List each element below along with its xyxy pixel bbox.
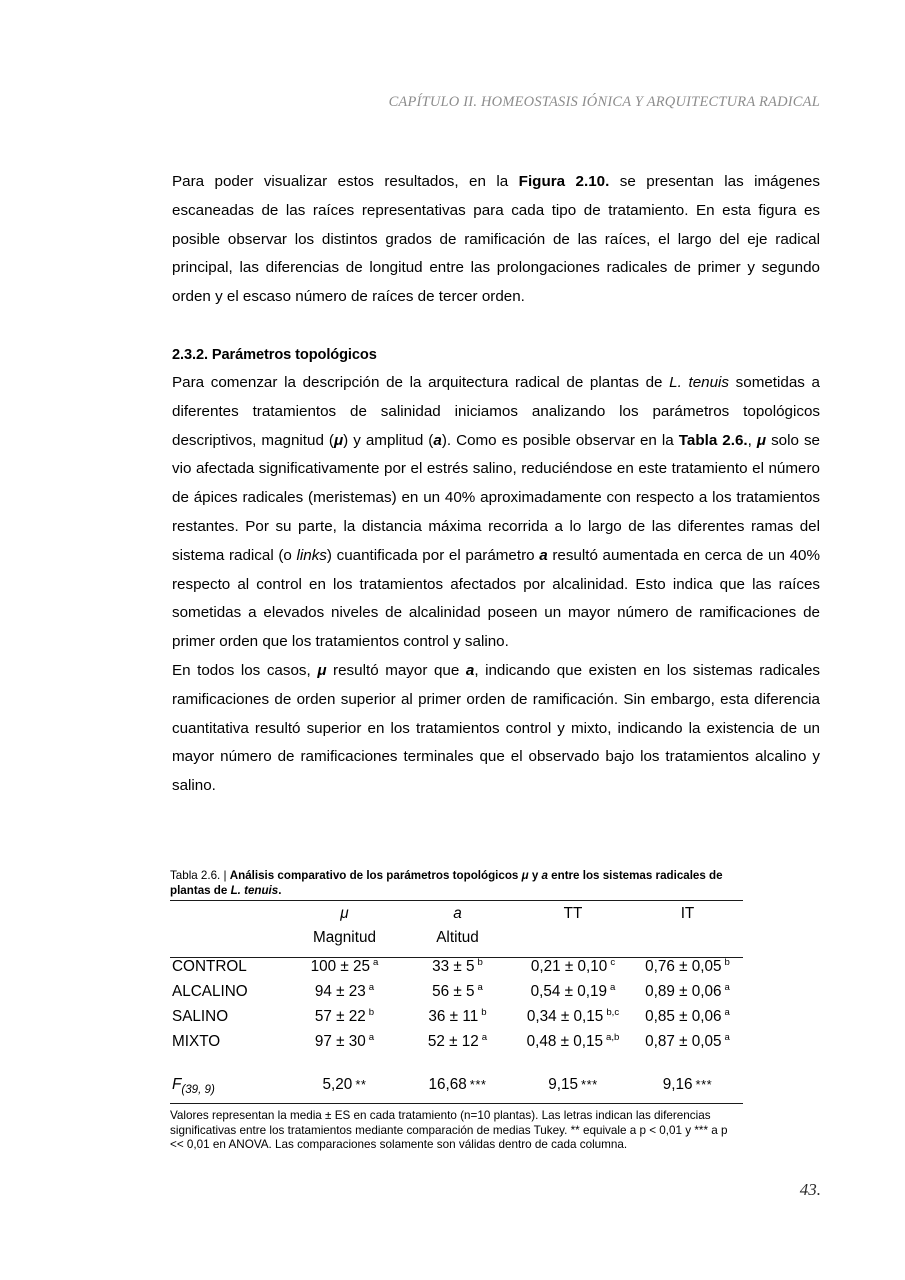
caption-text-b: y xyxy=(528,869,542,882)
p2-text-j: resultó aumentada en cerca de un 40% respecto al control en los tratamientos afectados por alcalinidad. Esto indica que las raíces sometidas a elevados niveles de alcalinidad poseen un mayor número de ramificaciones de primer orden que los tratamientos control y salino. xyxy=(172,546,820,651)
cell-salino-a xyxy=(401,1008,514,1033)
caption-text-c: entre los sistemas radicales de plantas de xyxy=(170,869,723,897)
header-empty xyxy=(170,901,288,930)
significance-letter: a xyxy=(368,982,375,994)
species-name: L. tenuis xyxy=(669,373,729,391)
fstat-stars: *** xyxy=(695,1077,713,1093)
header-symbol-a: a xyxy=(401,901,514,930)
p1-text-a: Para poder visualizar estos resultados, en la xyxy=(172,173,519,190)
cell-value: 97 ± 30 xyxy=(314,1033,366,1051)
caption-text-a: Análisis comparativo de los parámetros topológicos xyxy=(229,869,522,882)
table-block xyxy=(170,869,743,1153)
cell-value: 100 ± 25 xyxy=(310,958,371,976)
p2-text-c: sometidas a diferentes tratamientos de salinidad iniciamos analizando los parámetros topológicos descriptivos, magnitud ( xyxy=(172,373,820,449)
fstat-mu xyxy=(288,1071,401,1104)
table-footnote: Valores representan la media ± ES en cada tratamiento (n=10 plantas). Las letras indican las diferencias significativas entre los tratamientos mediante comparación de medias Tukey. ** equivale a p < 0,01 y *** a p << 0,01 en ANOVA. Las comparaciones solamente son válidas dentro de cada columna. xyxy=(170,1109,728,1152)
table-row-gap xyxy=(170,1058,743,1071)
p3-text-b: resultó mayor que xyxy=(326,661,466,679)
cell-control-mu xyxy=(288,958,401,984)
body-content xyxy=(172,168,820,801)
caption-species: L. tenuis xyxy=(230,883,279,897)
caption-mu: μ xyxy=(521,869,529,882)
cell-value: 52 ± 12 xyxy=(427,1033,479,1051)
row-label-salino: SALINO xyxy=(172,1008,229,1026)
fstat-value: 9,16 xyxy=(662,1076,693,1094)
caption-label: Tabla 2.6. | xyxy=(170,869,230,882)
row-label-control: CONTROL xyxy=(172,958,247,976)
cell-alcalino-mu xyxy=(288,983,401,1008)
fstat-stars: *** xyxy=(581,1077,598,1093)
paragraph-2 xyxy=(172,369,820,657)
mu-symbol-3: μ xyxy=(317,661,327,679)
cell-value: 0,76 ± 0,05 xyxy=(645,958,722,976)
running-head: CAPÍTULO II. HOMEOSTASIS IÓNICA Y ARQUITECTURA RADICAL xyxy=(388,94,820,110)
cell-salino-it xyxy=(632,1008,743,1033)
p1-text-c: se presentan las imágenes escaneadas de las raíces representativas para cada tipo de tratamiento. En esta figura es posible observar los distintos grados de ramificación de las raíces, el largo del eje radical principal, las diferencias de longitud entre las prolongaciones radicales de primer y segundo orden y el escaso número de raíces de tercer orden. xyxy=(172,173,820,306)
paragraph-1 xyxy=(172,168,820,312)
fstat-a xyxy=(401,1071,514,1104)
header-name-tt xyxy=(514,929,632,958)
table-header-names-row xyxy=(170,929,743,958)
row-label-alcalino: ALCALINO xyxy=(172,983,248,1001)
p2-text-a: Para comenzar la descripción de la arquitectura radical de plantas de xyxy=(172,373,670,391)
caption-text-d: . xyxy=(278,883,282,897)
significance-letter: c xyxy=(610,957,616,969)
page-number: 43. xyxy=(799,1180,821,1199)
table-row xyxy=(170,1033,743,1058)
fstat-label-sub: (39, 9) xyxy=(181,1083,215,1097)
row-label-mixto: MIXTO xyxy=(172,1033,221,1051)
fstat-stars: ** xyxy=(355,1077,367,1093)
p3-text-a: En todos los casos, xyxy=(172,661,318,679)
cell-control-a xyxy=(401,958,514,984)
significance-letter: b xyxy=(724,957,730,969)
fstat-stars: *** xyxy=(469,1077,487,1093)
significance-letter: a xyxy=(724,1032,730,1044)
cell-salino-tt xyxy=(514,1008,632,1033)
fstat-value: 5,20 xyxy=(322,1076,353,1094)
significance-letter: a,b xyxy=(606,1032,620,1044)
table-row xyxy=(170,983,743,1008)
p2-text-e: ). Como es posible observar en la xyxy=(441,431,679,449)
fstat-label-main: F xyxy=(172,1076,182,1094)
cell-value: 0,85 ± 0,06 xyxy=(645,1008,722,1026)
significance-letter: b xyxy=(481,1007,487,1019)
header-name-empty xyxy=(170,929,288,958)
table-caption xyxy=(170,869,743,898)
header-name-it xyxy=(632,929,743,958)
mu-symbol: μ xyxy=(334,431,344,449)
fstat-label xyxy=(170,1071,288,1104)
p3-text-c: , indicando que existen en los sistemas radicales ramificaciones de orden superior al primer orden de ramificación. Sin embargo, esta diferencia cuantitativa resultó superior en los tratamientos control y mixto, indicando la existencia de un mayor número de ramificaciones terminales que el observado bajo los tratamientos alcalino y salino. xyxy=(172,661,821,795)
table-row xyxy=(170,1008,743,1033)
cell-control-it xyxy=(632,958,743,984)
table-header-symbols-row xyxy=(170,901,743,930)
cell-value: 33 ± 5 xyxy=(432,958,475,976)
cell-value: 0,48 ± 0,15 xyxy=(526,1033,604,1051)
fstat-it xyxy=(632,1071,743,1104)
cell-alcalino-tt xyxy=(514,983,632,1008)
fstat-value: 16,68 xyxy=(428,1076,467,1094)
cell-mixto-a xyxy=(401,1033,514,1058)
significance-letter: a xyxy=(724,982,730,994)
p2-text-g: , xyxy=(747,431,757,449)
cell-value: 0,87 ± 0,05 xyxy=(645,1033,722,1051)
p2-text-h: solo se vio afectada significativamente por el estrés salino, reduciéndose en este tratamiento el número de ápices radicales (meristemas) en un 40% aproximadamente con respecto a los tratamientos restantes. Por su parte, la distancia máxima recorrida a lo largo de las diferentes ramas del sistema radical (o xyxy=(172,431,821,564)
significance-letter: a xyxy=(724,1007,730,1019)
cell-control-tt xyxy=(514,958,632,984)
significance-letter: b xyxy=(477,957,483,969)
cell-salino-mu xyxy=(288,1008,401,1033)
cell-value: 36 ± 11 xyxy=(428,1008,479,1026)
cell-mixto-mu xyxy=(288,1033,401,1058)
paragraph-spacer xyxy=(172,312,820,341)
significance-letter: b xyxy=(368,1007,375,1019)
header-symbol-mu: μ xyxy=(288,901,401,930)
p2-text-d: ) y amplitud ( xyxy=(343,431,434,449)
header-symbol-it: IT xyxy=(632,901,743,930)
significance-letter: b,c xyxy=(606,1007,620,1019)
cell-value: 56 ± 5 xyxy=(432,983,475,1001)
cell-value: 0,89 ± 0,06 xyxy=(645,983,722,1001)
significance-letter: a xyxy=(368,1032,375,1044)
header-name-altitud: Altitud xyxy=(401,929,514,958)
a-symbol: a xyxy=(433,431,442,449)
fstat-value: 9,15 xyxy=(548,1076,579,1094)
significance-letter: a xyxy=(481,1032,488,1044)
topological-parameters-table xyxy=(170,900,743,1104)
cell-alcalino-a xyxy=(401,983,514,1008)
table-reference: Tabla 2.6. xyxy=(678,431,748,449)
cell-value: 57 ± 22 xyxy=(314,1008,366,1026)
cell-value: 0,54 ± 0,19 xyxy=(530,983,608,1001)
p2-text-i: ) cuantificada por el parámetro xyxy=(326,546,540,564)
cell-value: 0,21 ± 0,10 xyxy=(530,958,608,976)
significance-letter: a xyxy=(610,982,616,994)
header-symbol-tt: TT xyxy=(514,901,632,930)
figure-reference: Figura 2.10. xyxy=(518,173,610,190)
header-name-magnitud: Magnitud xyxy=(288,929,401,958)
cell-value: 0,34 ± 0,15 xyxy=(526,1008,604,1026)
cell-alcalino-it xyxy=(632,983,743,1008)
paragraph-3 xyxy=(172,657,820,801)
cell-mixto-tt xyxy=(514,1033,632,1058)
significance-letter: a xyxy=(477,982,483,994)
significance-letter: a xyxy=(373,957,379,969)
caption-a-symbol: a xyxy=(541,869,548,882)
fstat-tt xyxy=(514,1071,632,1104)
section-heading: 2.3.2. Parámetros topológicos xyxy=(172,346,377,363)
cell-value: 94 ± 23 xyxy=(314,983,366,1001)
a-symbol-2: a xyxy=(539,546,548,564)
mu-symbol-2: μ xyxy=(756,431,767,449)
cell-mixto-it xyxy=(632,1033,743,1058)
a-symbol-3: a xyxy=(465,661,475,679)
table-row xyxy=(170,958,743,984)
table-fstat-row xyxy=(170,1071,743,1104)
links-term: links xyxy=(296,546,327,564)
